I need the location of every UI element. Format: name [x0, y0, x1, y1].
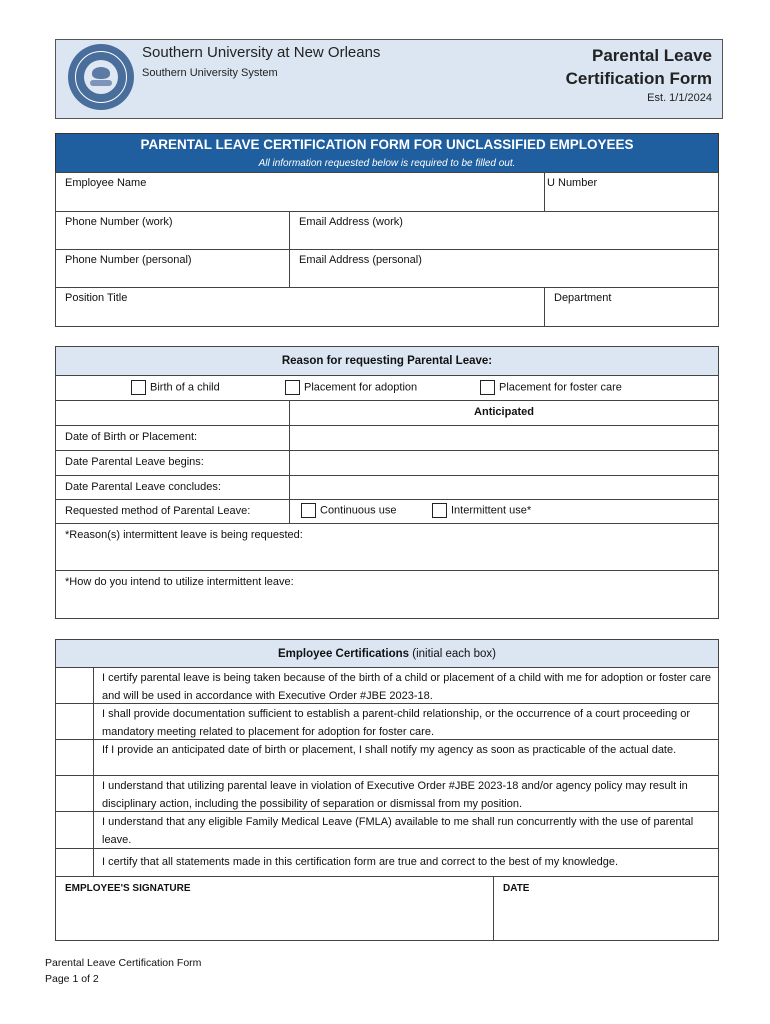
certification-text: I certify parental leave is being taken because of the birth of a child or placement of a child with me for adoption or foster care and will be used in accordance with Executive Order #JBE 2023-18. [102, 672, 712, 702]
anticipated-row [55, 401, 719, 426]
university-name: Southern University at New Orleans [142, 44, 381, 61]
signature-field[interactable] [55, 877, 494, 941]
certifications-header [55, 639, 719, 668]
date-concludes-input[interactable] [290, 476, 718, 499]
phone-personal-label: Phone Number (personal) [65, 254, 192, 266]
initial-box[interactable] [56, 812, 94, 848]
date-begins-row [55, 451, 719, 476]
initial-box[interactable] [56, 776, 94, 811]
certification-text: I understand that any eligible Family Medical Leave (FMLA) available to me shall run concurrently with the use of parental leave. [102, 816, 694, 846]
checkbox-icon[interactable] [480, 380, 495, 395]
section-title: PARENTAL LEAVE CERTIFICATION FORM FOR UNCLASSIFIED EMPLOYEES [140, 137, 634, 152]
option-adoption[interactable] [285, 380, 417, 395]
initial-box[interactable] [56, 704, 94, 739]
employee-name-label: Employee Name [65, 177, 147, 189]
intermittent-use-field[interactable] [55, 571, 719, 619]
employee-name-field[interactable] [55, 172, 545, 212]
checkbox-icon[interactable] [432, 503, 447, 518]
certification-row [55, 776, 719, 812]
u-number-field[interactable] [544, 172, 719, 212]
email-work-label: Email Address (work) [299, 216, 403, 228]
date-begins-input[interactable] [290, 451, 718, 475]
date-birth-row [55, 426, 719, 451]
section-subtitle: All information requested below is required to be filled out. [258, 158, 516, 169]
option-birth-label: Birth of a child [150, 381, 220, 394]
reason-options-row [55, 376, 719, 401]
initial-box[interactable] [56, 740, 94, 775]
position-title-label: Position Title [65, 292, 128, 304]
signature-label: EMPLOYEE'S SIGNATURE [65, 883, 191, 894]
certification-row [55, 668, 719, 704]
u-number-label: U Number [547, 177, 598, 189]
option-foster-label: Placement for foster care [499, 381, 622, 394]
certification-row [55, 849, 719, 877]
option-foster[interactable] [480, 380, 622, 395]
certifications-note: (initial each box) [412, 648, 496, 660]
date-begins-label: Date Parental Leave begins: [65, 456, 204, 468]
option-continuous-label: Continuous use [320, 504, 397, 517]
intermittent-reason-label: *Reason(s) intermittent leave is being requested: [65, 529, 303, 541]
initial-box[interactable] [56, 849, 94, 876]
established-date: Est. 1/1/2024 [647, 92, 712, 104]
option-intermittent[interactable] [432, 503, 531, 518]
email-personal-field[interactable] [289, 249, 719, 288]
date-field[interactable] [493, 877, 719, 941]
intermittent-reason-field[interactable] [55, 524, 719, 571]
method-label: Requested method of Parental Leave: [65, 505, 251, 517]
form-title-line2: Certification Form [565, 69, 712, 88]
university-system: Southern University System [142, 67, 278, 79]
reason-header [55, 346, 719, 376]
university-seal-icon [68, 44, 134, 110]
option-continuous[interactable] [301, 503, 396, 518]
phone-work-field[interactable] [55, 211, 290, 250]
certification-text: If I provide an anticipated date of birth or placement, I shall notify my agency as soon as practicable of the actual date. [102, 744, 677, 756]
option-intermittent-label: Intermittent use* [451, 504, 532, 517]
date-birth-label: Date of Birth or Placement: [65, 431, 198, 443]
position-title-field[interactable] [55, 287, 545, 327]
date-concludes-row [55, 476, 719, 500]
reason-title: Reason for requesting Parental Leave: [281, 355, 493, 367]
date-concludes-label: Date Parental Leave concludes: [65, 481, 221, 493]
department-label: Department [554, 292, 612, 304]
date-label: DATE [503, 883, 530, 894]
initial-box[interactable] [56, 668, 94, 703]
certification-row [55, 704, 719, 740]
phone-work-label: Phone Number (work) [65, 216, 173, 228]
certification-row [55, 812, 719, 849]
date-birth-input[interactable] [290, 426, 718, 450]
section-banner [55, 133, 719, 173]
department-field[interactable] [544, 287, 719, 327]
email-work-field[interactable] [289, 211, 719, 250]
footer-page-number: Page 1 of 2 [45, 973, 99, 985]
option-birth[interactable] [131, 380, 220, 395]
form-header [55, 39, 723, 119]
certification-text: I shall provide documentation sufficient to establish a parent-child relationship, or the occurrence of a court proceeding or mandatory meeting related to placement for adoption for foster care. [102, 708, 691, 738]
certifications-title: Employee Certifications [278, 648, 410, 660]
footer-form-name: Parental Leave Certification Form [45, 957, 202, 969]
option-adoption-label: Placement for adoption [304, 381, 418, 394]
certification-text: I certify that all statements made in this certification form are true and correct to the best of my knowledge. [102, 856, 619, 868]
method-row [55, 500, 719, 524]
checkbox-icon[interactable] [285, 380, 300, 395]
phone-personal-field[interactable] [55, 249, 290, 288]
checkbox-icon[interactable] [301, 503, 316, 518]
anticipated-header: Anticipated [474, 406, 534, 418]
checkbox-icon[interactable] [131, 380, 146, 395]
certification-text: I understand that utilizing parental leave in violation of Executive Order #JBE 2023-18 and/or agency policy may result in disciplinary action, including the possibility of separation or dismissal from my position. [102, 780, 688, 810]
form-title-line1: Parental Leave [591, 46, 712, 65]
intermittent-use-label: *How do you intend to utilize intermittent leave: [65, 576, 294, 588]
email-personal-label: Email Address (personal) [299, 254, 422, 266]
certification-row [55, 740, 719, 776]
